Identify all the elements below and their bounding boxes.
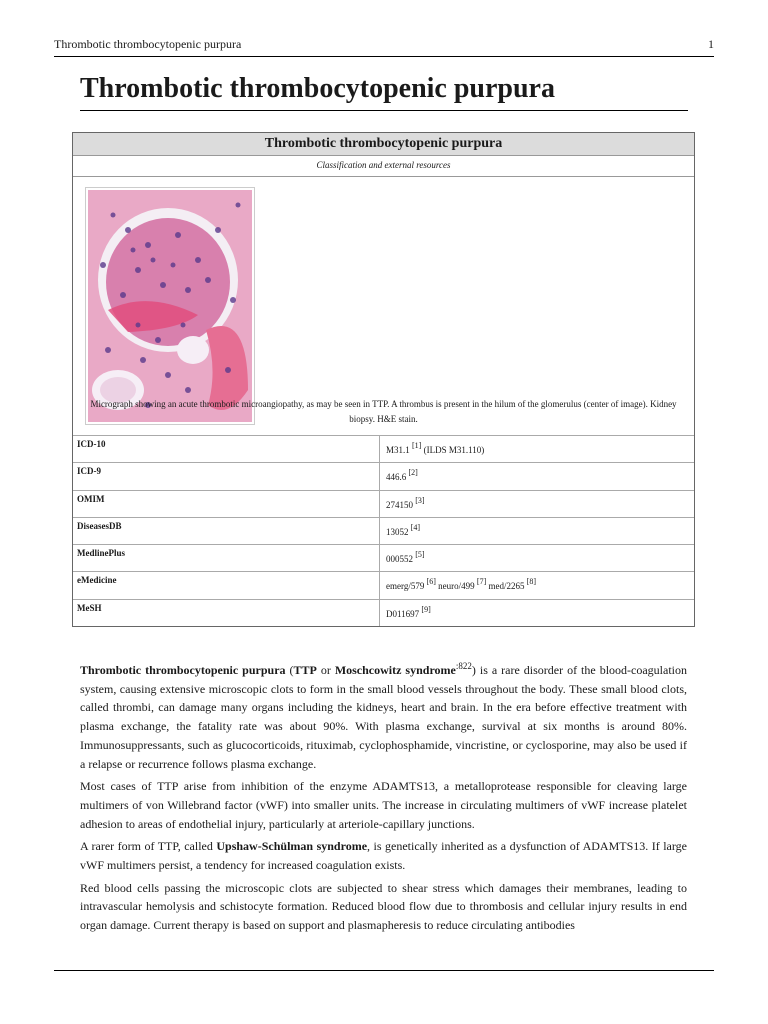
infobox-title: Thrombotic thrombocytopenic purpura: [73, 133, 694, 156]
row-label: MeSH: [73, 600, 380, 626]
infobox-row-mesh: [73, 600, 694, 626]
medlineplus-code-link[interactable]: 000552: [386, 554, 413, 565]
abbreviation-bold: TTP: [293, 663, 317, 677]
reference-link[interactable]: [7]: [476, 577, 487, 587]
infobox-subtitle: Classification and external resources: [73, 156, 694, 177]
emedicine-code-link[interactable]: emerg/579: [386, 581, 425, 592]
running-title: Thrombotic thrombocytopenic purpura: [54, 37, 242, 51]
header-divider: [54, 56, 714, 57]
citation-link[interactable]: :822: [455, 661, 472, 671]
reference-link[interactable]: [9]: [421, 604, 431, 614]
row-label: MedlinePlus: [73, 545, 380, 571]
page-number: 1: [708, 37, 714, 51]
paragraph: [80, 661, 687, 773]
micrograph-image[interactable]: [85, 187, 255, 425]
row-value: [380, 463, 694, 489]
emedicine-code-link[interactable]: med/2265: [488, 581, 525, 592]
row-label: DiseasesDB: [73, 518, 380, 544]
row-label: ICD-10: [73, 436, 380, 462]
text-run: ) is a rare disorder of the blood-coagulation system, causing extensive microscopic clots to form in the small blood vessels throughout the body. These small blood clots, called thrombi, can damage many organs including the kidneys, heart and brain. In the era before effective treatment with plasma exchange, the fatality rate was about 90%. With plasma exchange, survival at six months is around 80%. Immunosuppressants, such as glucocorticoids, rituximab, cyclophosphamide, vincristine, or cyclosporine, may also be used if a relapse or recurrence follows plasma exchange.: [80, 663, 688, 771]
infobox-row-omim: [73, 491, 694, 518]
text-run: or: [316, 663, 335, 677]
row-label: ICD-9: [73, 463, 380, 489]
row-value: [380, 491, 694, 517]
row-value: [380, 436, 694, 462]
reference-link[interactable]: [8]: [526, 577, 537, 587]
paragraph: Most cases of TTP arise from inhibition of the enzyme ADAMTS13, a metalloprotease responsible for cleaving large multimers of von Willebrand factor (vWF) into smaller units. The increase in circulating multimers of vWF increase platelet adhesion to areas of endothelial injury, particularly at arteriole-capillary junctions.: [80, 779, 687, 831]
reference-link[interactable]: [2]: [408, 468, 418, 478]
row-value: [380, 518, 694, 544]
icd10-code-link[interactable]: M31.1: [386, 445, 410, 455]
infobox-row-icd9: [73, 463, 694, 490]
footer-divider: [54, 970, 714, 971]
micrograph-graphic: [88, 190, 252, 422]
image-caption: Micrograph showing an acute thrombotic microangiopathy, as may be seen in TTP. A thrombus is present in the hilum of the glomerulus (center of image). Kidney biopsy. H&E stain.: [90, 399, 677, 424]
infobox-row-medlineplus: [73, 545, 694, 572]
row-value: [380, 600, 694, 626]
infobox-row-diseasesdb: [73, 518, 694, 545]
row-value: [380, 545, 694, 571]
reference-link[interactable]: [6]: [426, 577, 436, 587]
reference-link[interactable]: [1]: [412, 441, 422, 450]
row-label: OMIM: [73, 491, 380, 517]
running-header: [54, 36, 714, 52]
paragraph: Red blood cells passing the microscopic clots are subjected to shear stress which damages their membranes, leading to intravascular hemolysis and schistocyte formation. Reduced blood flow due to thrombosis and cellular injury results in end organ damage. Current therapy is based on support and plasmapheresis to reduce circulating antibodies: [80, 880, 687, 933]
alt-name-bold: Moschcowitz syndrome: [334, 663, 456, 677]
text-run: (: [285, 663, 294, 677]
article-body: [80, 661, 687, 939]
infobox-row-icd10: [73, 436, 694, 463]
icd9-code-link[interactable]: 446.6: [386, 472, 407, 483]
row-value: [380, 572, 694, 598]
infobox-row-emedicine: [73, 572, 694, 599]
omim-code-link[interactable]: 274150: [386, 499, 413, 510]
syndrome-bold: Upshaw-Schülman syndrome: [216, 839, 368, 854]
title-divider: [80, 110, 688, 111]
text-run: , is genetically inherited as a dysfunction of ADAMTS13. If large vWF multimers persist, a tendency for increased coagulation exists.: [80, 839, 687, 873]
reference-link[interactable]: [3]: [415, 495, 425, 505]
infobox-image-cell: [73, 177, 694, 436]
paragraph: [80, 837, 687, 874]
infobox: [72, 132, 695, 627]
text-run: A rarer form of TTP, called: [80, 839, 217, 854]
mesh-code-link[interactable]: D011697: [386, 608, 420, 619]
reference-link[interactable]: [4]: [410, 522, 421, 532]
ilds-code: (ILDS M31.110): [421, 445, 485, 455]
term-bold: Thrombotic thrombocytopenic purpura: [80, 663, 286, 677]
emedicine-code-link[interactable]: neuro/499: [438, 581, 475, 592]
diseasesdb-code-link[interactable]: 13052: [386, 526, 409, 537]
reference-link[interactable]: [5]: [415, 550, 425, 560]
row-label: eMedicine: [73, 572, 380, 598]
article-title: Thrombotic thrombocytopenic purpura: [80, 73, 555, 104]
